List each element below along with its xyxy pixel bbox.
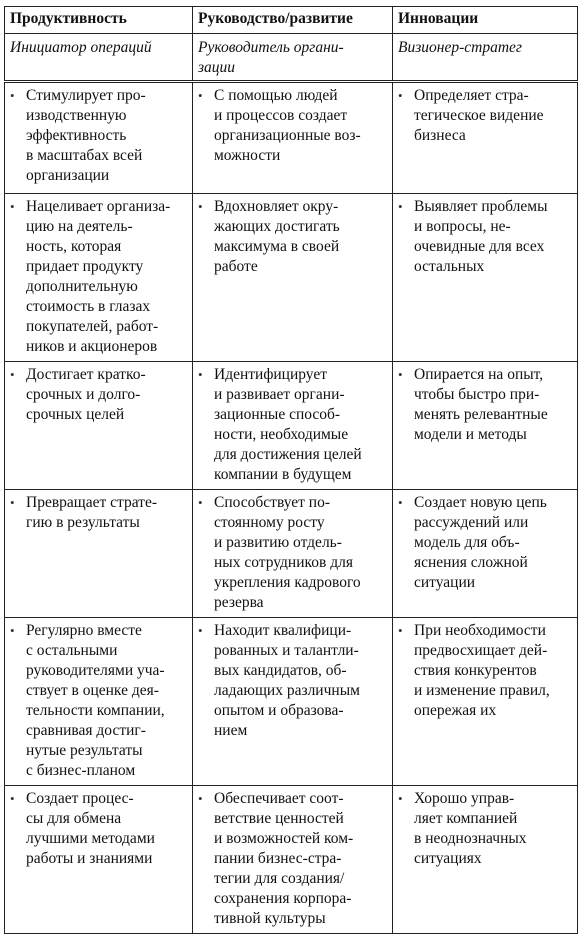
cell-text: Опирается на опыт, чтобы быстро при- менять релевантные модели и методы [414,366,548,443]
cell-text: Обеспечивает соот- ветствие ценностей и возможностей ком- пании бизнес-стра- тегии для создания/ сохранения корпора- тивной культуры [214,790,354,927]
bullet-icon: • [10,367,15,382]
cell-text: Хорошо управ- ляет компанией в неоднозначных ситуациях [414,790,527,867]
cell-text: Превращает страте- гию в результаты [26,494,158,531]
table-cell [193,490,393,618]
table-cell [393,82,578,194]
cell-text: Выявляет проблемы и вопросы, не- очевидные для всех остальных [414,198,548,275]
table-cell [5,362,193,490]
bullet-icon: • [398,88,403,103]
bullet-icon: • [398,495,403,510]
competency-table [4,6,578,934]
bullet-icon: • [198,495,203,510]
cell-text: Находит квалифици- рованных и талантли- вых кандидатов, об- ладающих различным опытом и образова- нием [214,622,360,739]
header-leadership: Руководство/развитие [193,7,393,34]
bullet-icon: • [10,623,15,638]
table-cell [5,490,193,618]
table-row [5,362,578,490]
table-cell [5,82,193,194]
bullet-icon: • [198,791,203,806]
table-cell [393,786,578,934]
table-cell [193,786,393,934]
table-cell [393,618,578,786]
bullet-icon: • [398,199,403,214]
bullet-icon: • [398,367,403,382]
cell-text: Достигает кратко- срочных и долго- срочных целей [26,366,146,423]
table-cell [393,490,578,618]
table-row [5,194,578,362]
bullet-icon: • [10,199,15,214]
cell-text: Определяет стра- тегическое видение бизнеса [414,87,544,144]
header-productivity: Продуктивность [5,7,193,34]
table-cell [193,82,393,194]
role-operations-initiator: Инициатор операций [5,34,193,82]
table-row [5,82,578,194]
table-row [5,618,578,786]
cell-text: Создает процес- сы для обмена лучшими методами работы и знаниями [26,790,155,867]
table-row [5,786,578,934]
cell-text: Вдохновляет окру- жающих достигать максимума в своей работе [214,198,340,275]
bullet-icon: • [398,791,403,806]
bullet-icon: • [10,88,15,103]
table-cell [5,618,193,786]
table-cell [193,194,393,362]
cell-text: Стимулирует про- изводственную эффективность в масштабах всей организации [26,87,146,184]
table-cell [393,362,578,490]
bullet-icon: • [198,199,203,214]
cell-text: Создает новую цепь рассуждений или модель для объ- яснения сложной ситуации [414,494,547,591]
bullet-icon: • [198,623,203,638]
table-cell [193,618,393,786]
cell-text: С помощью людей и процессов создает организационные воз- можности [214,87,361,164]
bullet-icon: • [10,495,15,510]
table-cell [193,362,393,490]
cell-text: Способствует по- стоянному росту и развитию отдель- ных сотрудников для укрепления кадрового резерва [214,494,361,611]
header-row [5,7,578,34]
role-row [5,34,578,82]
role-visionary-strategist: Визионер-стратег [393,34,578,82]
bullet-icon: • [198,88,203,103]
bullet-icon: • [10,791,15,806]
bullet-icon: • [198,367,203,382]
table-cell [5,194,193,362]
table-cell [393,194,578,362]
role-organization-leader: Руководитель органи- зации [193,34,393,82]
table-row [5,490,578,618]
table-cell [5,786,193,934]
header-innovation: Инновации [393,7,578,34]
cell-text: При необходимости предвосхищает дей- ствия конкурентов и изменение правил, опережая их [414,622,550,719]
cell-text: Нацеливает организа- цию на деятель- ность, которая придает продукту дополнительную стоимость в глазах покупателей, работ- ников и акционеров [26,198,171,355]
cell-text: Идентифицирует и развивает органи- зационные способ- ности, необходимые для достижения целей компании в будущем [214,366,362,483]
bullet-icon: • [398,623,403,638]
cell-text: Регулярно вместе с остальными руководителями уча- ствует в оценке дея- тельности компании, сравнивая достиг- нутые результаты с бизнес-планом [26,622,165,779]
